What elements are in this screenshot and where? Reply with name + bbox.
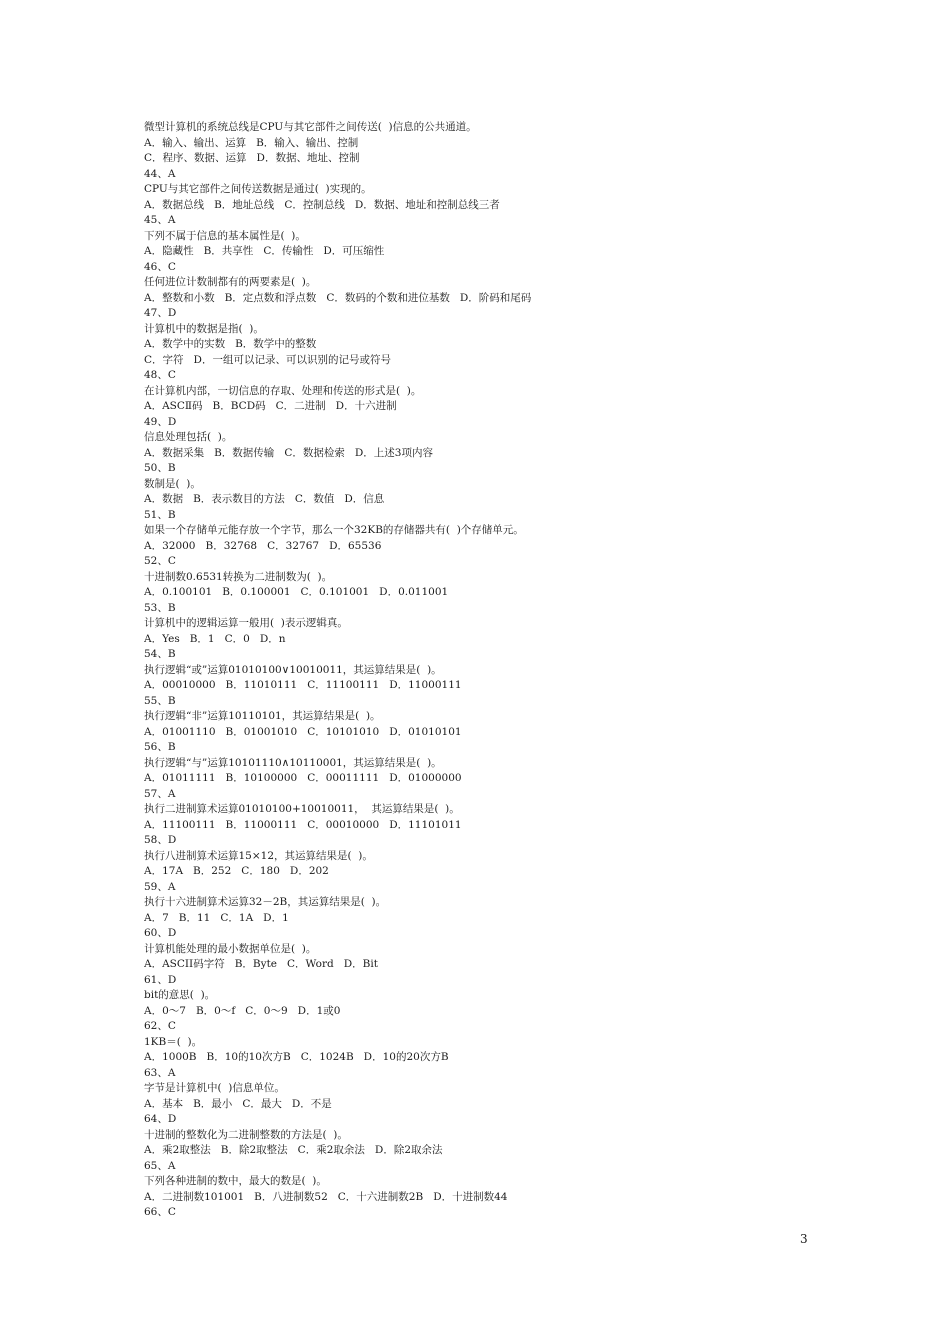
text-line: A．Yes B．1 C．0 D．n — [144, 632, 286, 645]
text-line: 57、A — [144, 787, 176, 800]
text-line: 微型计算机的系统总线是CPU与其它部件之间传送( )信息的公共通道。 — [144, 121, 477, 133]
text-line: 54、B — [144, 648, 176, 660]
text-line: A．01011111 B．10100000 C．00011111 D．01000000 — [144, 772, 462, 784]
text-line: 如果一个存储单元能存放一个字节，那么一个32KB的存储器共有( )个存储单元。 — [144, 524, 524, 536]
text-line: A．ASCⅡ码 B．BCD码 C．二进制 D．十六进制 — [144, 400, 397, 412]
text-line: 52、C — [144, 555, 176, 567]
text-line: bit的意思( )。 — [144, 989, 216, 1001]
text-line: A．00010000 B．11010111 C．11100111 D．11000111 — [144, 679, 462, 691]
text-line: A．11100111 B．11000111 C．00010000 D．11101011 — [144, 818, 462, 831]
text-line: 十进制数0.6531转换为二进制数为( )。 — [144, 570, 333, 583]
text-line: 63、A — [144, 1066, 176, 1079]
text-line: A．数据总线 B．地址总线 C．控制总线 D．数据、地址和控制总线三者 — [144, 198, 500, 211]
text-line: A．ASCII码字符 B．Byte C．Word D．Bit — [144, 958, 378, 970]
text-line: C．程序、数据、运算 D．数据、地址、控制 — [144, 152, 360, 164]
text-line: A．基本 B．最小 C．最大 D．不是 — [144, 1097, 332, 1110]
text-line: A．隐藏性 B．共享性 C．传输性 D．可压缩性 — [144, 245, 385, 257]
text-line: 62、C — [144, 1020, 176, 1032]
text-line: 64、D — [144, 1113, 177, 1125]
text-line: 46、C — [144, 260, 176, 273]
text-line: A．整数和小数 B．定点数和浮点数 C．数码的个数和进位基数 D．阶码和尾码 — [144, 291, 532, 304]
text-line: 执行逻辑“与”运算10101110∧10110001，其运算结果是( )。 — [144, 756, 442, 769]
text-line: A．二进制数101001 B．八进制数52 C．十六进制数2B D．十进制数44 — [144, 1190, 508, 1203]
text-line: 计算机中的逻辑运算一般用( )表示逻辑真。 — [144, 617, 348, 629]
text-line: 48、C — [144, 369, 176, 381]
text-line: A．0～7 B．0～f C．0～9 D．1或0 — [144, 1004, 341, 1017]
text-line: 执行十六进制算术运算32－2B，其运算结果是( )。 — [144, 896, 387, 908]
text-line: 59、A — [144, 880, 176, 893]
text-line: 51、B — [144, 508, 176, 521]
text-line: A．数据采集 B．数据传输 C．数据检索 D．上述3项内容 — [144, 446, 433, 459]
text-line: 下列不属于信息的基本属性是( )。 — [144, 229, 306, 242]
text-line: A．7 B．11 C．1A D．1 — [144, 911, 289, 924]
text-line: A．数据 B．表示数目的方法 C．数值 D．信息 — [144, 493, 385, 505]
text-line: 计算机能处理的最小数据单位是( )。 — [144, 942, 317, 955]
text-line: CPU与其它部件之间传送数据是通过( )实现的。 — [144, 183, 372, 195]
page-number: 3 — [800, 1232, 808, 1246]
text-line: 49、D — [144, 415, 177, 428]
text-line: 65、A — [144, 1159, 176, 1172]
text-line: A．数学中的实数 B．数学中的整数 — [144, 338, 317, 350]
text-line: 60、D — [144, 927, 177, 939]
text-line: 数制是( )。 — [144, 477, 201, 490]
text-line: 1KB＝( )。 — [144, 1035, 203, 1048]
document-body — [144, 120, 844, 1221]
text-line: 执行逻辑“或”运算01010100∨10010011，其运算结果是( )。 — [144, 663, 442, 676]
text-line: 执行逻辑“非”运算10110101，其运算结果是( )。 — [144, 710, 381, 722]
text-line: 执行二进制算术运算01010100+10010011， 其运算结果是( )。 — [144, 803, 460, 815]
text-line: A．0.100101 B．0.100001 C．0.101001 D．0.011001 — [144, 586, 449, 598]
text-line: A．乘2取整法 B．除2取整法 C．乘2取余法 D．除2取余法 — [144, 1144, 443, 1156]
text-line: 任何进位计数制都有的两要素是( )。 — [144, 276, 317, 288]
text-line: A．输入、输出、运算 B．输入、输出、控制 — [144, 136, 359, 149]
text-line: 58、D — [144, 834, 177, 846]
text-line: 55、B — [144, 694, 176, 707]
text-line: 47、D — [144, 307, 177, 319]
text-line: 下列各种进制的数中，最大的数是( )。 — [144, 1175, 327, 1187]
text-line: 53、B — [144, 601, 176, 614]
text-line: 计算机中的数据是指( )。 — [144, 322, 264, 335]
text-line: 信息处理包括( )。 — [144, 431, 233, 443]
text-line: 45、A — [144, 214, 176, 226]
text-line: A．1000B B．10的10次方B C．1024B D．10的20次方B — [144, 1051, 449, 1063]
text-line: C．字符 D．一组可以记录、可以识别的记号或符号 — [144, 353, 391, 366]
text-line: 50、B — [144, 462, 176, 474]
text-line: 56、B — [144, 741, 176, 753]
text-line: 执行八进制算术运算15×12，其运算结果是( )。 — [144, 849, 373, 862]
text-line: 在计算机内部，一切信息的存取、处理和传送的形式是( )。 — [144, 384, 422, 397]
text-line: A．32000 B．32768 C．32767 D．65536 — [144, 539, 382, 552]
text-line: 66、C — [144, 1206, 176, 1218]
text-line: 61、D — [144, 973, 177, 986]
text-line: 十进制的整数化为二进制整数的方法是( )。 — [144, 1128, 348, 1141]
text-line: A．01001110 B．01001010 C．10101010 D．01010101 — [144, 725, 462, 738]
text-line: 44、A — [144, 167, 176, 180]
text-line: 字节是计算机中( )信息单位。 — [144, 1082, 285, 1094]
text-line: A．17A B．252 C．180 D．202 — [144, 865, 329, 877]
